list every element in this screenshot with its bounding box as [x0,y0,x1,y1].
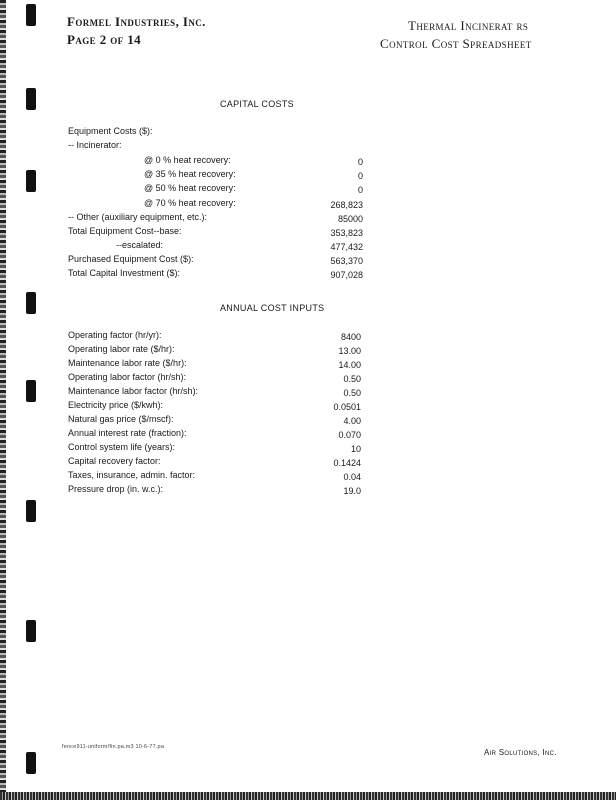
row-value: 0 [357,185,363,195]
document-title-line-2: Control Cost Spreadsheet [380,36,532,51]
row-label: Electricity price ($/kwh): [68,400,164,410]
row-value: 0.50 [343,388,361,398]
binder-hole [26,752,36,774]
row-value: 907,028 [330,270,363,280]
row-label: Capital recovery factor: [68,456,161,466]
row-value: 0.1424 [333,458,361,468]
row-value: 0 [357,171,363,181]
row-label: Maintenance labor factor (hr/sh): [68,386,199,396]
row-label: @ 0 % heat recovery: [144,155,231,165]
footer-file-reference: fence911-uniform/fin.pa.m3 10-6-77.pa [62,744,165,750]
binder-hole [26,500,36,522]
binder-hole [26,170,36,192]
binder-hole [26,4,36,26]
row-value: 85000 [337,214,363,224]
row-value: 477,432 [330,242,363,252]
row-value: 0.0501 [333,402,361,412]
row-label: @ 35 % heat recovery: [144,169,236,179]
binder-hole [26,380,36,402]
row-value: 353,823 [330,228,363,238]
row-label: Control system life (years): [68,442,176,452]
row-value: 0.50 [343,374,361,384]
row-label: Maintenance labor rate ($/hr): [68,358,187,368]
row-value: 268,823 [330,200,363,210]
row-value: 14.00 [338,360,361,370]
row-label: Purchased Equipment Cost ($): [68,254,194,264]
row-label: -- Incinerator: [68,140,122,150]
row-label: Total Equipment Cost--base: [68,226,182,236]
capital-costs-heading: CAPITAL COSTS [220,99,294,109]
row-value: 563,370 [330,256,363,266]
row-label: Natural gas price ($/mscf): [68,414,174,424]
row-label: -- Other (auxiliary equipment, etc.): [68,212,208,222]
scan-left-edge [0,0,6,800]
binder-hole [26,292,36,314]
row-label: Operating labor rate ($/hr): [68,344,175,354]
binder-hole [26,88,36,110]
row-label: --escalated: [116,240,164,250]
row-label: Pressure drop (in. w.c.): [68,484,164,494]
row-label: @ 50 % heat recovery: [144,183,236,193]
scan-bottom-edge [0,792,616,800]
row-label: Operating labor factor (hr/sh): [68,372,187,382]
row-value: 0.070 [338,430,361,440]
row-label: Operating factor (hr/yr): [68,330,162,340]
row-label: Taxes, insurance, admin. factor: [68,470,196,480]
row-value: 0 [357,157,363,167]
row-value: 19.0 [343,486,361,496]
binder-hole [26,620,36,642]
footer-company: Air Solutions, Inc. [484,748,557,757]
row-value: 0.04 [343,472,361,482]
row-label: Total Capital Investment ($): [68,268,181,278]
company-name: Formel Industries, Inc. [67,14,206,29]
document-title-line-1: Thermal Incinerat rs [408,18,529,33]
page-number: Page 2 of 14 [67,32,141,47]
row-label: Annual interest rate (fraction): [68,428,187,438]
row-label: @ 70 % heat recovery: [144,198,236,208]
row-value: 10 [350,444,361,454]
row-label: Equipment Costs ($): [68,126,153,136]
annual-cost-inputs-heading: ANNUAL COST INPUTS [220,303,325,313]
row-value: 4.00 [343,416,361,426]
row-value: 8400 [340,332,361,342]
row-value: 13.00 [338,346,361,356]
